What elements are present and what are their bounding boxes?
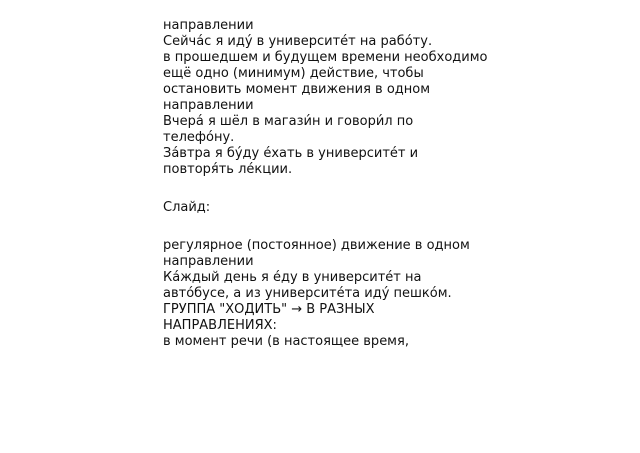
slide-label: Слайд: [163,200,211,215]
text-block-1 [163,18,503,178]
text-line: направлении [163,98,254,113]
text-line: Ка́ждый день я е́ду в университе́т на [163,270,422,285]
text-line: ещё одно (минимум) действие, чтобы [163,66,424,81]
spacer [163,216,503,238]
text-line: телефо́ну. [163,130,235,145]
text-line: авто́бусе, а из университе́та иду́ пешко́м. [163,286,452,301]
text-line: остановить момент движения в одном [163,82,431,97]
text-line: направлении [163,254,254,269]
spacer [163,178,503,200]
text-line: направлении [163,18,254,33]
text-line: повторя́ть ле́кции. [163,162,293,177]
text-line: Вчера́ я шёл в магази́н и говори́л по [163,114,414,129]
text-line: ГРУППА "ХОДИТЬ" → В РАЗНЫХ [163,302,375,317]
text-line: НАПРАВЛЕНИЯХ: [163,318,277,333]
text-line: регулярное (постоянное) движение в одном [163,238,470,253]
text-block-2 [163,238,503,350]
text-line: в момент речи (в настоящее время, [163,334,409,349]
document-page [163,18,503,350]
text-line: в прошедшем и будущем времени необходимо [163,50,488,65]
text-line: За́втра я бу́ду е́хать в университе́т и [163,146,419,161]
text-line: Сейча́с я иду́ в университе́т на рабо́ту. [163,34,433,49]
